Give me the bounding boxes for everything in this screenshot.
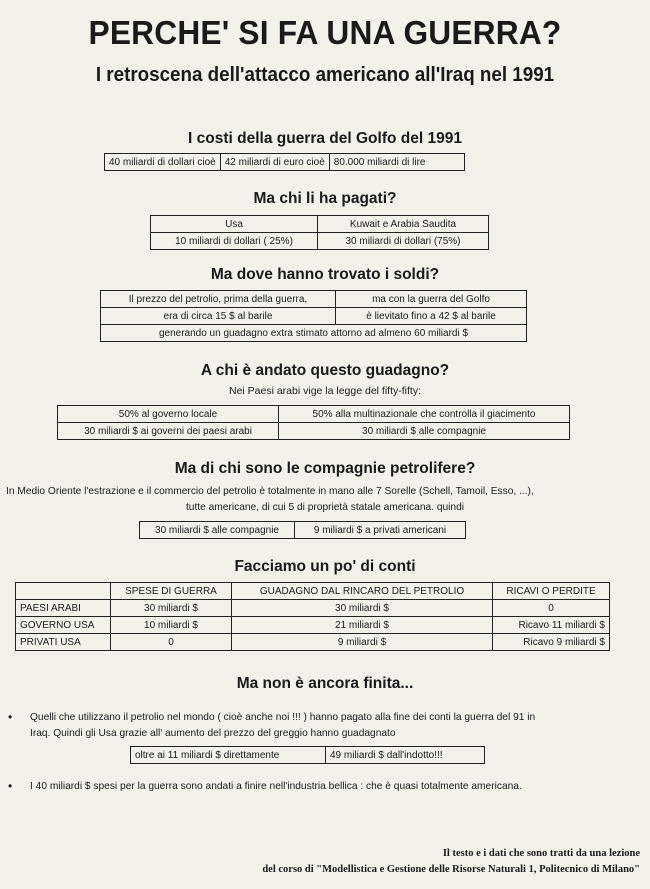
table-header: RICAVI O PERDITE xyxy=(493,583,610,600)
table-cell: 49 miliardi $ dall'indotto!!! xyxy=(326,747,485,764)
companies-table xyxy=(139,521,466,539)
bullet-icon: • xyxy=(8,710,13,724)
table-row xyxy=(16,600,610,617)
gain-note: Nei Paesi arabi vige la legge del fifty-fifty: xyxy=(228,385,421,397)
table-cell: Kuwait e Arabia Saudita xyxy=(318,216,489,233)
bullet-icon: • xyxy=(8,779,13,793)
table-cell: 30 miliardi $ xyxy=(111,600,232,617)
table-cell: 40 miliardi di dollari cioè xyxy=(105,154,221,171)
payers-table xyxy=(150,215,489,250)
table-cell: 9 miliardi $ a privati americani xyxy=(295,522,466,539)
bullet1-line1: Quelli che utilizzano il petrolio nel mondo ( cioè anche noi !!! ) hanno pagato alla fine dei conti la guerra del 91 in xyxy=(30,712,536,723)
table-row xyxy=(101,325,527,342)
payers-heading: Ma chi li ha pagati? xyxy=(253,190,397,207)
page-title: PERCHE' SI FA UNA GUERRA? xyxy=(88,14,562,51)
table-cell: 50% al governo locale xyxy=(58,406,279,423)
footer-line2: del corso di "Modellistica e Gestione delle Risorse Naturali 1, Politecnico di Milano" xyxy=(262,864,640,875)
table-cell: 10 miliardi di dollari ( 25%) xyxy=(151,233,318,250)
table-cell: 50% alla multinazionale che controlla il giacimento xyxy=(279,406,570,423)
bullet1-line2: Iraq. Quindi gli Usa grazie all' aumento del prezzo del greggio hanno guadagnato xyxy=(30,728,396,739)
table-row xyxy=(16,617,610,634)
gain-table xyxy=(57,405,570,440)
table-cell: 30 miliardi di dollari (75%) xyxy=(318,233,489,250)
table-row xyxy=(105,154,465,171)
table-cell: 42 miliardi di euro cioè xyxy=(220,154,329,171)
table-cell: 9 miliardi $ xyxy=(232,634,493,651)
table-row xyxy=(101,291,527,308)
table-cell: 0 xyxy=(493,600,610,617)
table-row xyxy=(151,216,489,233)
table-cell: 30 miliardi $ alle compagnie xyxy=(140,522,295,539)
table-cell: 30 miliardi $ xyxy=(232,600,493,617)
companies-heading: Ma di chi sono le compagnie petrolifere? xyxy=(174,460,476,477)
table-row xyxy=(16,583,610,600)
companies-line1: In Medio Oriente l'estrazione e il commercio del petrolio è totalmente in mano alle 7 Sorelle (Schell, Tamoil, Esso, ...), xyxy=(6,486,534,497)
table-row xyxy=(140,522,466,539)
gain-heading: A chi è andato questo guadagno? xyxy=(200,362,450,379)
table-cell: era di circa 15 $ al barile xyxy=(101,308,336,325)
table-row xyxy=(16,634,610,651)
page-subtitle: I retroscena dell'attacco americano all'Iraq nel 1991 xyxy=(95,64,555,86)
table-cell: è lievitato fino a 42 $ al barile xyxy=(336,308,527,325)
table-cell: 30 miliardi $ alle compagnie xyxy=(279,423,570,440)
companies-line2: tutte americane, di cui 5 di proprietà statale americana. quindi xyxy=(185,502,465,513)
table-row xyxy=(151,233,489,250)
table-cell: GOVERNO USA xyxy=(16,617,111,634)
notfinished-heading: Ma non è ancora finita... xyxy=(236,675,414,692)
table-row xyxy=(58,406,570,423)
table-cell: 30 miliardi $ ai governi dei paesi arabi xyxy=(58,423,279,440)
footer-line1: Il testo e i dati che sono tratti da una lezione xyxy=(442,848,640,859)
table-cell: PRIVATI USA xyxy=(16,634,111,651)
table-header xyxy=(16,583,111,600)
table-cell: Ricavo 9 miliardi $ xyxy=(493,634,610,651)
bullet2-text: I 40 miliardi $ spesi per la guerra sono andati a finire nell'industria bellica : che è quasi totalmente americana. xyxy=(30,781,522,792)
table-cell: 10 miliardi $ xyxy=(111,617,232,634)
table-cell: Usa xyxy=(151,216,318,233)
table-cell: Il prezzo del petrolio, prima della guerra, xyxy=(101,291,336,308)
costs-heading: I costi della guerra del Golfo del 1991 xyxy=(188,130,462,147)
table-cell: ma con la guerra del Golfo xyxy=(336,291,527,308)
money-heading: Ma dove hanno trovato i soldi? xyxy=(210,266,440,283)
page-title-wrap xyxy=(0,14,650,52)
table-cell: 80.000 miliardi di lire xyxy=(329,154,464,171)
table-cell: generando un guadagno extra stimato attorno ad almeno 60 miliardi $ xyxy=(101,325,527,342)
money-table xyxy=(100,290,527,342)
accounts-table xyxy=(15,582,610,651)
accounts-heading: Facciamo un po' di conti xyxy=(234,558,416,575)
table-row xyxy=(101,308,527,325)
table-cell: oltre ai 11 miliardi $ direttamente xyxy=(131,747,326,764)
table-header: SPESE DI GUERRA xyxy=(111,583,232,600)
costs-table xyxy=(104,153,465,171)
table-cell: Ricavo 11 miliardi $ xyxy=(493,617,610,634)
table-header: GUADAGNO DAL RINCARO DEL PETROLIO xyxy=(232,583,493,600)
table-row xyxy=(131,747,485,764)
notfinished-table xyxy=(130,746,485,764)
table-cell: PAESI ARABI xyxy=(16,600,111,617)
table-row xyxy=(58,423,570,440)
table-cell: 0 xyxy=(111,634,232,651)
table-cell: 21 miliardi $ xyxy=(232,617,493,634)
